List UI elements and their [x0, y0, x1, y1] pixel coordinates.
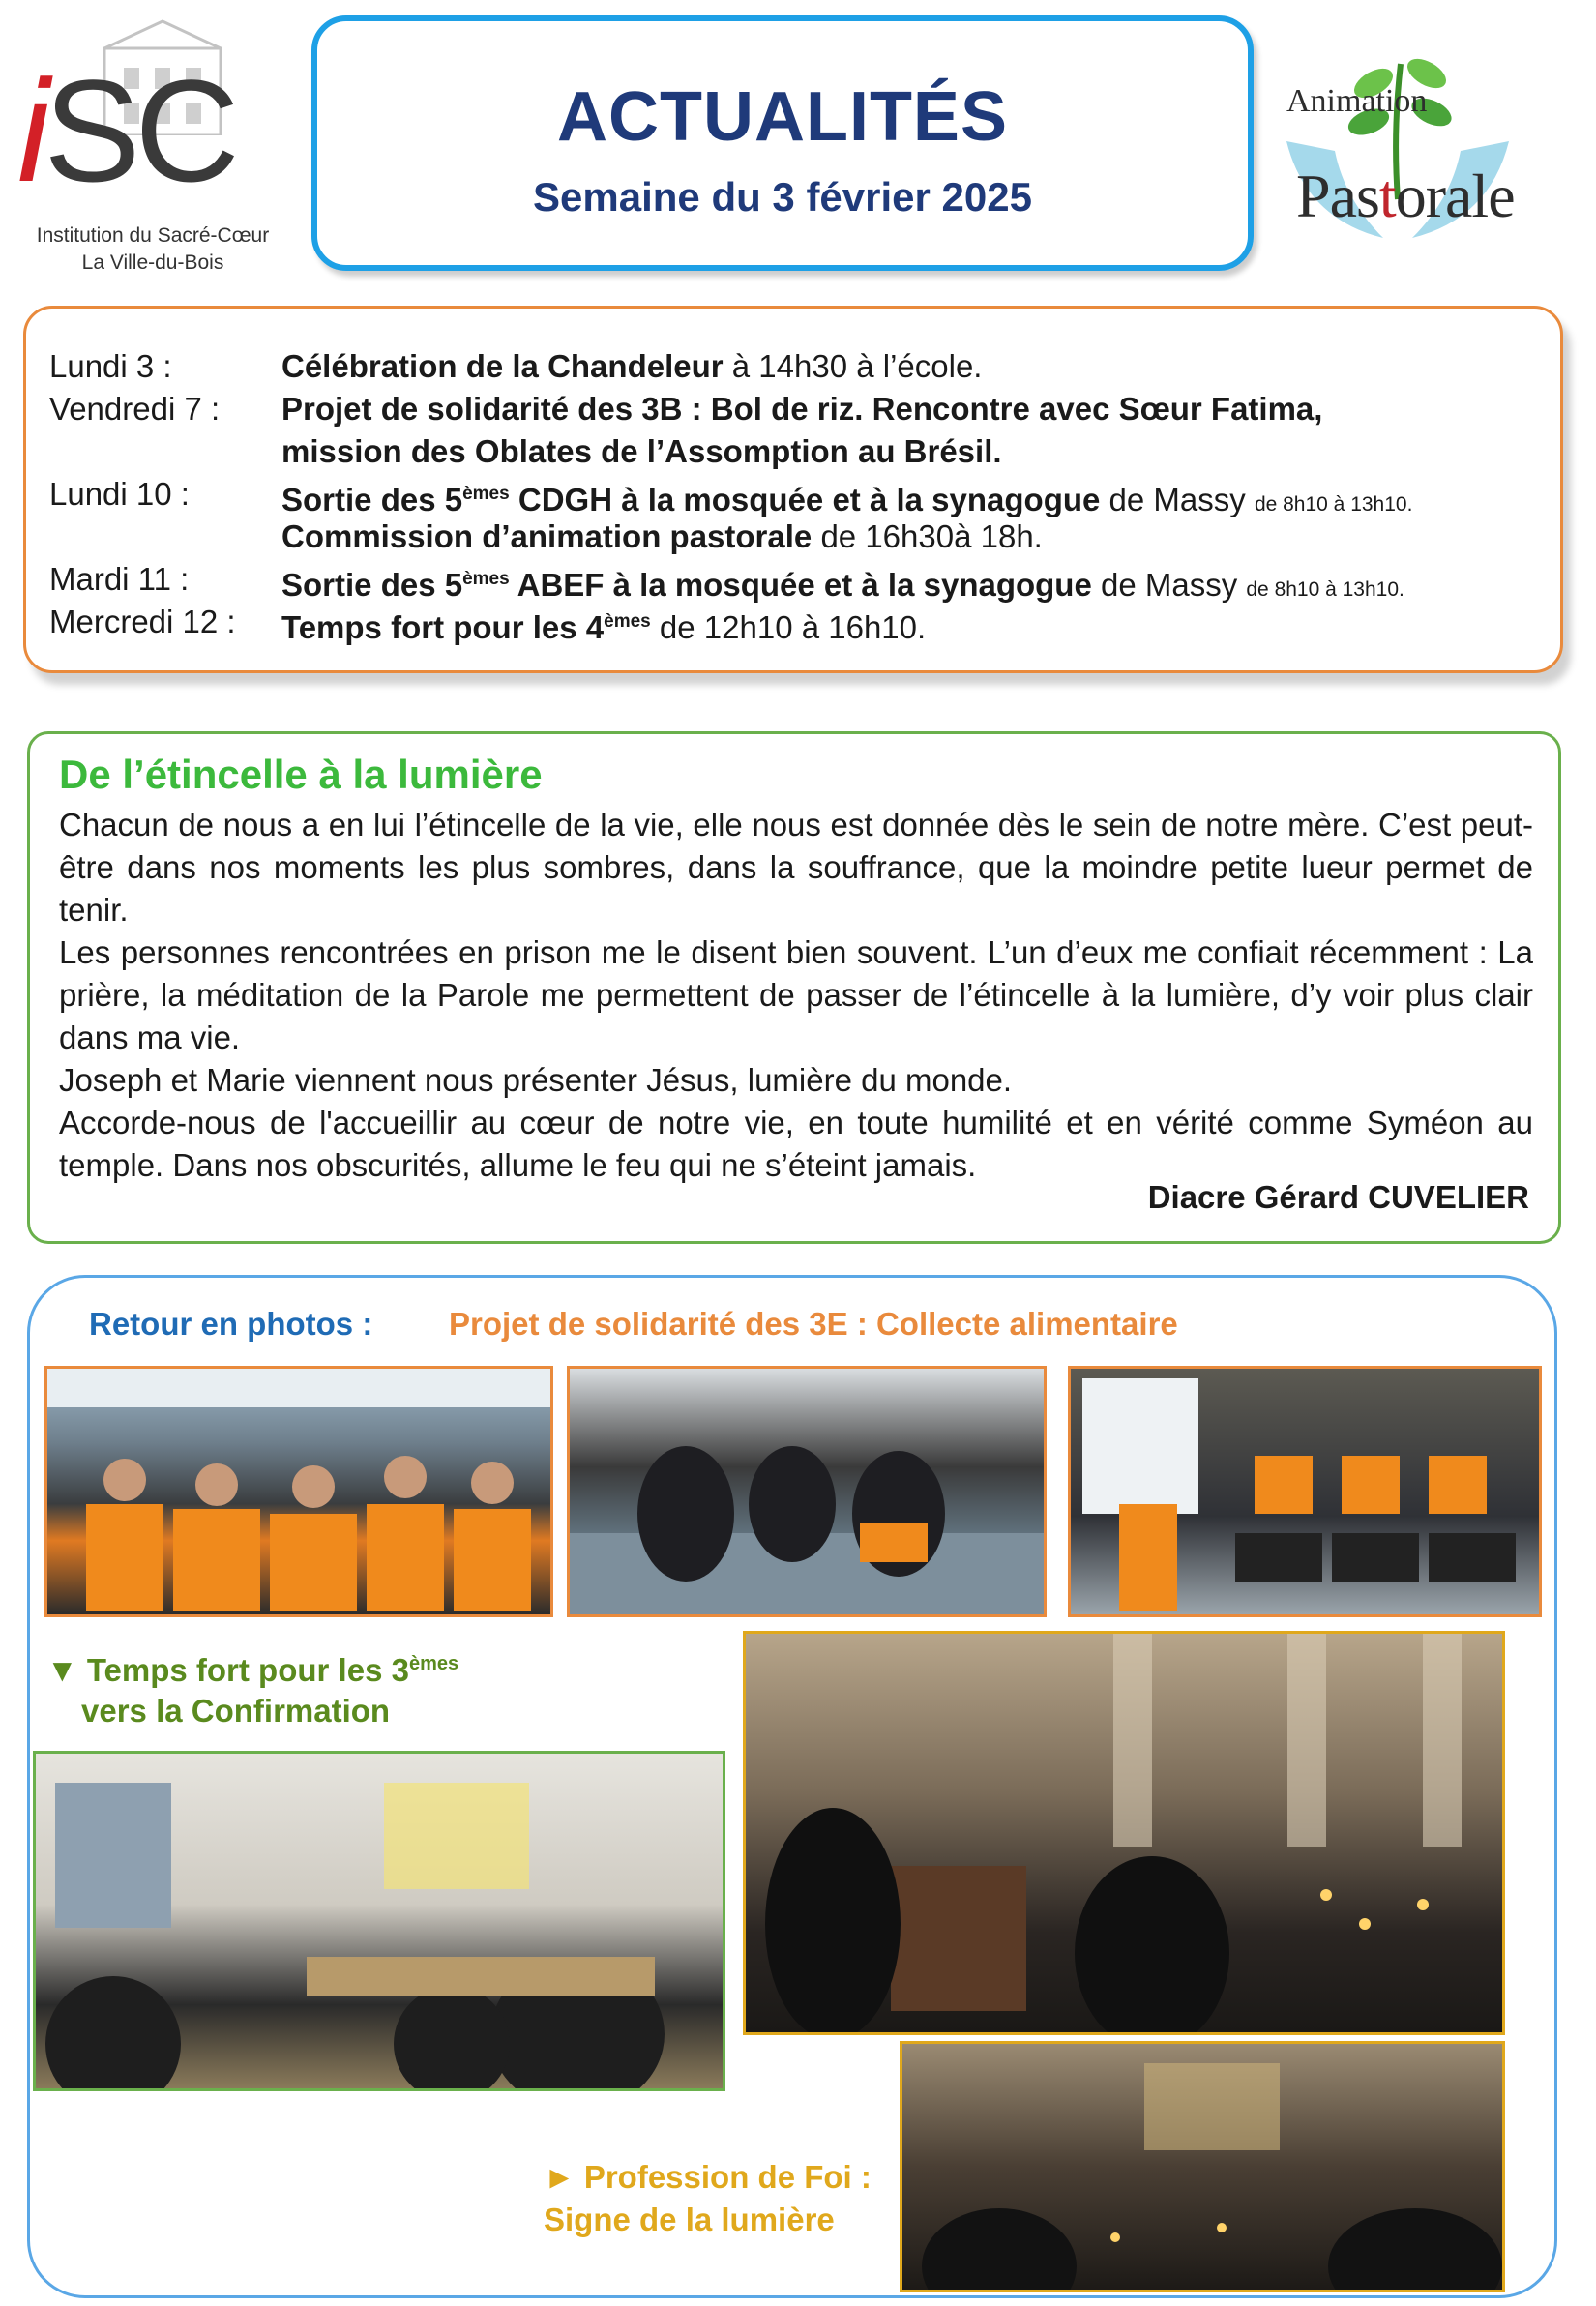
- retour-label: Retour en photos :: [89, 1306, 373, 1342]
- profession-label-2: Signe de la lumière: [544, 2202, 835, 2237]
- church-candles-icon: [746, 1634, 1505, 2035]
- photo-collecte-2: [567, 1366, 1047, 1617]
- reflection-text: Chacun de nous a en lui l’étincelle de la vie, elle nous est donnée dès le sein de notre mère. C’est peut-être dans nos moments les plus sombres, dans la souffrance, que la moindre petite lueur permet de tenir. Les personnes rencontrées en prison me le disent bien souvent. L’un d’eux me confiait récemment : La prière, la méditation de la Parole me permettent de passer de l’étincelle à la lumière, d’y voir plus clair dans ma vie. Joseph et Marie viennent nous présenter Jésus, lumière du monde. Accorde-nous de l'accueillir au cœur de notre vie, en toute humilité et en vérité comme Syméon au temple. Dans nos obscurités, allume le feu qui ne s’éteint jamais.: [59, 807, 1533, 1183]
- reflection-title: De l’étincelle à la lumière: [59, 752, 543, 797]
- isc-name: Institution du Sacré-Cœur: [36, 224, 270, 247]
- photo-church-1: [743, 1631, 1505, 2035]
- isc-letters: iSC: [17, 49, 234, 212]
- isc-logo: [17, 19, 298, 281]
- church-crowd-icon: [902, 2044, 1505, 2292]
- title-box: [311, 15, 1254, 271]
- temps-fort-label: ▼ Temps fort pour les 3èmes: [46, 1652, 459, 1688]
- photo-collecte-3: [1068, 1366, 1542, 1617]
- photo-church-2: [900, 2041, 1505, 2292]
- photo-collecte-1: [44, 1366, 553, 1617]
- students-table-icon: [570, 1369, 1047, 1617]
- profession-label: ► Profession de Foi :: [544, 2159, 872, 2195]
- pastorale-logo: [1277, 54, 1567, 248]
- temps-fort-label-2: vers la Confirmation: [81, 1693, 391, 1729]
- agenda-box: Lundi 3 : Célébration de la Chandeleur à 14h30 à l’école. Vendredi 7 : Projet de solidarité des 3B : Bol de riz. Rencontre avec Sœur Fatima, mission des Oblates de l’Assomption au Brésil. Lundi 10 : Sortie des 5èmes CDGH à la mosquée et à la synagogue de Massy de 8h10 à 13h10. Commission d’animation pastorale de 16h30à 18h. Mardi 11 : Sortie des 5èmes ABEF à la mosquée et à la synagogue de Massy de 8h10 à 13h10. Mercredi 12 : Temps fort pour les 4èmes de 12h10 à 16h10.: [23, 306, 1563, 673]
- photo-temps-fort: [33, 1751, 725, 2091]
- signature: Diacre Gérard CUVELIER: [1147, 1179, 1529, 1215]
- collecte-label: Projet de solidarité des 3E : Collecte alimentaire: [449, 1306, 1178, 1342]
- pastorale-line2: Pastorale: [1296, 162, 1515, 230]
- pastorale-line1: Animation: [1286, 83, 1428, 119]
- week-subtitle: Semaine du 3 février 2025: [533, 174, 1032, 220]
- classroom-icon: [36, 1754, 725, 2091]
- group-photo-icon: [47, 1369, 553, 1617]
- isc-town: La Ville-du-Bois: [81, 251, 224, 274]
- page-title: ACTUALITÉS: [557, 78, 1008, 156]
- reflection-box: [27, 731, 1561, 1244]
- donation-crates-icon: [1071, 1369, 1542, 1617]
